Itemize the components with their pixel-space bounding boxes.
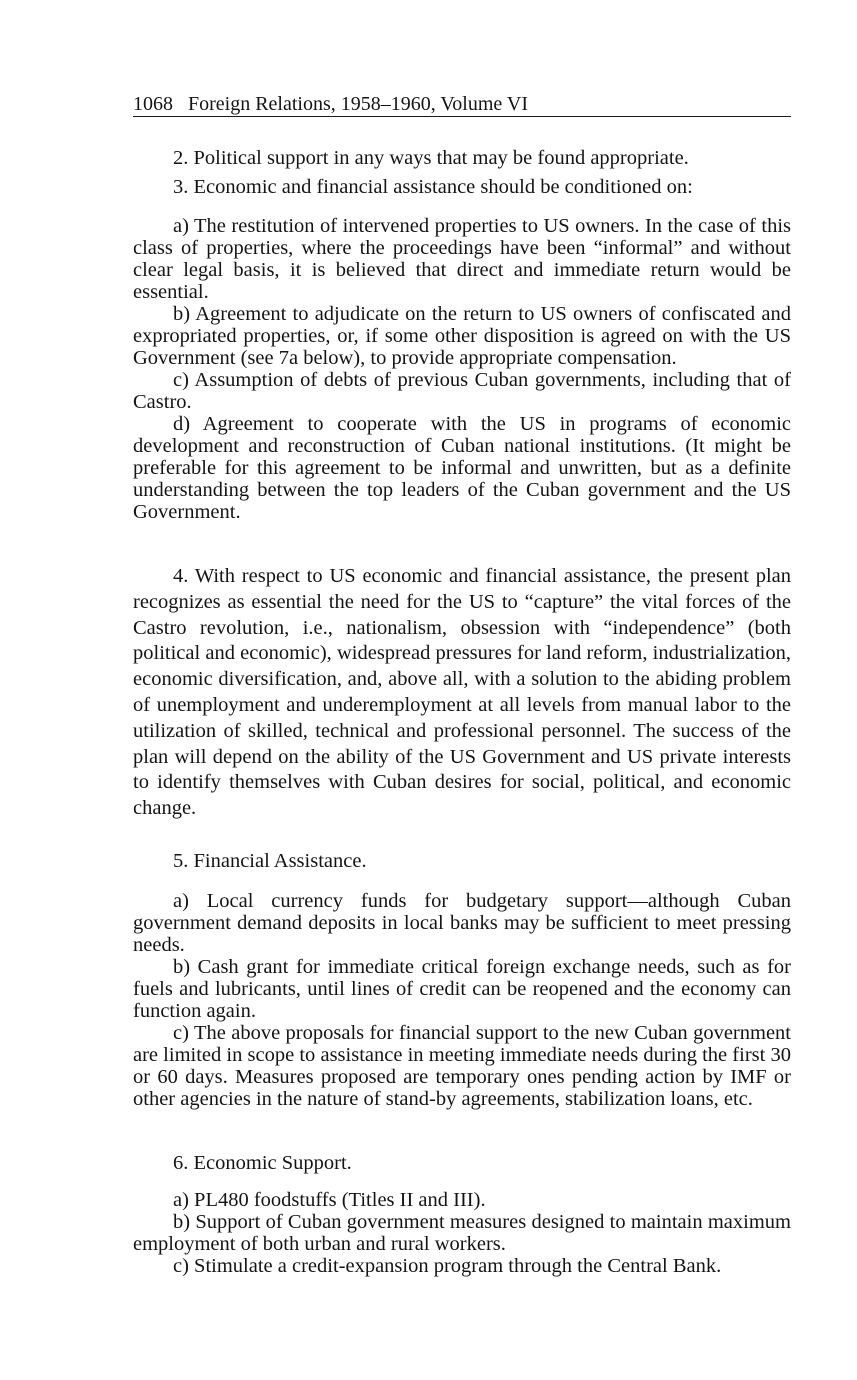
conditions-list [133,215,791,523]
financial-assistance-list [133,890,791,1110]
section-4 [133,564,791,822]
section-6-heading [133,1151,791,1175]
paragraph-5b: b) Cash grant for immediate critical foreign exchange needs, such as for fuels and lubricants, until lines of credit can be reopened and the economy can function again. [133,956,791,1022]
page-number: 1068 [133,93,173,115]
paragraph-3c: c) Assumption of debts of previous Cuban governments, including that of Castro. [133,369,791,413]
paragraph-3: 3. Economic and financial assistance should be conditioned on: [173,176,693,198]
paragraph-3a: a) The restitution of intervened properties to US owners. In the case of this class of properties, where the proceedings have been “informal” and without clear legal basis, it is believed that direct and immediate return would be essential. [133,215,791,303]
section-2-3 [133,146,791,199]
paragraph-6c: c) Stimulate a credit-expansion program through the Central Bank. [173,1255,722,1277]
section-5-heading [133,849,791,873]
paragraph-4: 4. With respect to US economic and financial assistance, the present plan recognizes as essential the need for the US to “capture” the vital forces of the Castro revolution, i.e., nationalism, obsession with “independence” (both political and economic), widespread pressures for land reform, industrialization, economic diversification, and, above all, with a solution to the abiding problem of unemployment and underemployment at all levels from manual labor to the utilization of skilled, technical and professional personnel. The success of the plan will depend on the ability of the US Government and US private interests to identify themselves with Cuban desires for social, political, and economic change. [133,565,791,820]
paragraph-2: 2. Political support in any ways that may be found appropriate. [173,147,689,169]
paragraph-3d: d) Agreement to cooperate with the US in programs of economic development and reconstruction of Cuban national institutions. (It might be preferable for this agreement to be informal and unwritten, but as a definite understanding between the top leaders of the Cuban government and the US Government. [133,413,791,523]
paragraph-6: 6. Economic Support. [173,1152,352,1174]
paragraph-6b: b) Support of Cuban government measures designed to maintain maximum employment of both urban and rural workers. [133,1211,791,1255]
economic-support-list [133,1189,791,1277]
volume-title: Foreign Relations, 1958–1960, Volume VI [188,93,528,115]
paragraph-5a: a) Local currency funds for budgetary support—although Cuban government demand deposits in local banks may be sufficient to meet pressing needs. [133,890,791,956]
paragraph-3b: b) Agreement to adjudicate on the return to US owners of confiscated and expropriated properties, or, if some other disposition is agreed on with the US Government (see 7a below), to provide appropriate compensation. [133,303,791,369]
paragraph-6a: a) PL480 foodstuffs (Titles II and III). [173,1189,486,1211]
paragraph-5: 5. Financial Assistance. [173,850,367,872]
paragraph-5c: c) The above proposals for financial support to the new Cuban government are limited in scope to assistance in meeting immediate needs during the first 30 or 60 days. Measures proposed are temporary ones pending action by IMF or other agencies in the nature of stand-by agreements, stabilization loans, etc. [133,1022,791,1110]
running-header [133,92,791,117]
